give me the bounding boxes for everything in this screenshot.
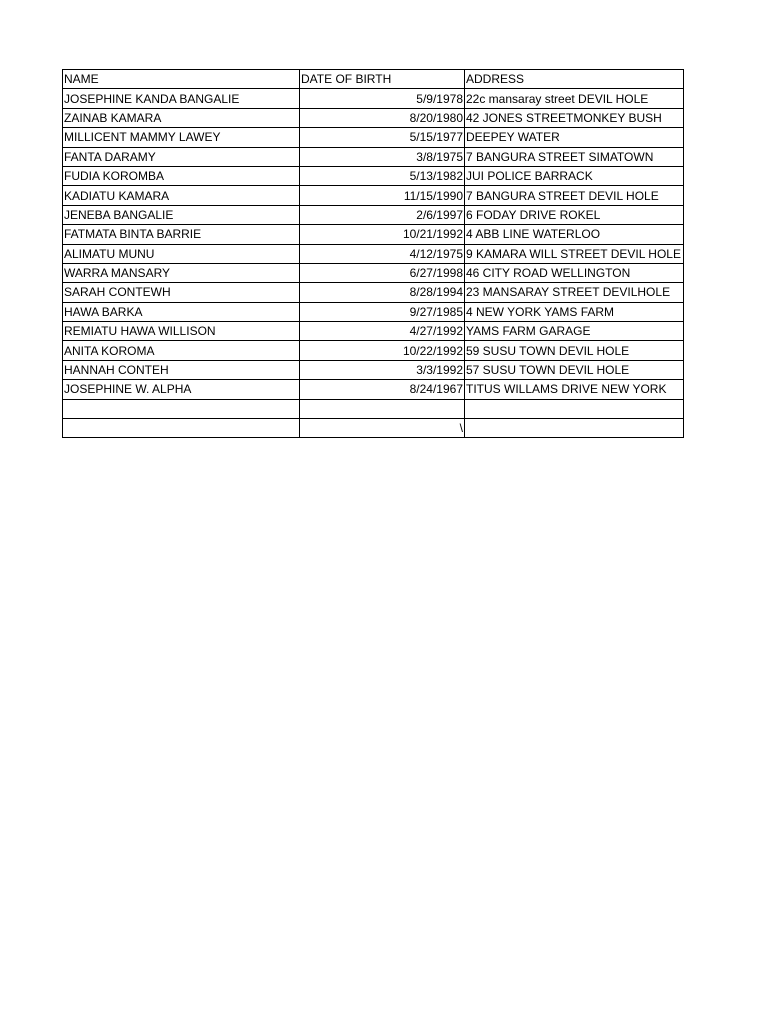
dob-cell[interactable]: 8/24/1967	[300, 380, 465, 399]
dob-cell[interactable]: 4/27/1992	[300, 322, 465, 341]
table-row	[63, 341, 684, 360]
table-row	[63, 263, 684, 282]
table-row	[63, 360, 684, 379]
dob-cell[interactable]: 5/13/1982	[300, 166, 465, 185]
column-header-name[interactable]: NAME	[63, 70, 300, 89]
dob-cell[interactable]: 3/8/1975	[300, 147, 465, 166]
table-row	[63, 380, 684, 399]
table-row	[63, 128, 684, 147]
dob-cell[interactable]: 4/12/1975	[300, 244, 465, 263]
address-cell[interactable]: 23 MANSARAY STREET DEVILHOLE	[465, 283, 684, 302]
table-row	[63, 147, 684, 166]
address-cell[interactable]: 4 ABB LINE WATERLOO	[465, 225, 684, 244]
table-row	[63, 166, 684, 185]
name-cell[interactable]	[63, 399, 300, 418]
name-cell[interactable]: FATMATA BINTA BARRIE	[63, 225, 300, 244]
address-cell[interactable]: 4 NEW YORK YAMS FARM	[465, 302, 684, 321]
records-table	[62, 69, 684, 438]
address-cell[interactable]: JUI POLICE BARRACK	[465, 166, 684, 185]
name-cell[interactable]: MILLICENT MAMMY LAWEY	[63, 128, 300, 147]
table-row	[63, 89, 684, 108]
address-cell[interactable]: 57 SUSU TOWN DEVIL HOLE	[465, 360, 684, 379]
dob-cell[interactable]: 8/20/1980	[300, 108, 465, 127]
name-cell[interactable]: REMIATU HAWA WILLISON	[63, 322, 300, 341]
table-row	[63, 108, 684, 127]
dob-cell[interactable]: 3/3/1992	[300, 360, 465, 379]
name-cell[interactable]: HAWA BARKA	[63, 302, 300, 321]
name-cell[interactable]: WARRA MANSARY	[63, 263, 300, 282]
dob-cell[interactable]: 8/28/1994	[300, 283, 465, 302]
name-cell[interactable]: HANNAH CONTEH	[63, 360, 300, 379]
address-cell[interactable]: 46 CITY ROAD WELLINGTON	[465, 263, 684, 282]
address-cell[interactable]: 6 FODAY DRIVE ROKEL	[465, 205, 684, 224]
name-cell[interactable]: JOSEPHINE KANDA BANGALIE	[63, 89, 300, 108]
dob-cell[interactable]	[300, 399, 465, 418]
dob-cell[interactable]: 11/15/1990	[300, 186, 465, 205]
name-cell[interactable]: ANITA KOROMA	[63, 341, 300, 360]
dob-cell[interactable]: 10/21/1992	[300, 225, 465, 244]
dob-cell[interactable]: 10/22/1992	[300, 341, 465, 360]
name-cell[interactable]: FUDIA KOROMBA	[63, 166, 300, 185]
dob-cell[interactable]: 2/6/1997	[300, 205, 465, 224]
address-cell[interactable]: 42 JONES STREETMONKEY BUSH	[465, 108, 684, 127]
name-cell[interactable]: JOSEPHINE W. ALPHA	[63, 380, 300, 399]
table-row	[63, 419, 684, 438]
name-cell[interactable]	[63, 419, 300, 438]
column-header-dob[interactable]: DATE OF BIRTH	[300, 70, 465, 89]
table-row	[63, 225, 684, 244]
name-cell[interactable]: JENEBA BANGALIE	[63, 205, 300, 224]
table-row	[63, 283, 684, 302]
name-cell[interactable]: SARAH CONTEWH	[63, 283, 300, 302]
dob-cell[interactable]: \	[300, 419, 465, 438]
table-row	[63, 302, 684, 321]
name-cell[interactable]: KADIATU KAMARA	[63, 186, 300, 205]
table-row	[63, 244, 684, 263]
dob-cell[interactable]: 6/27/1998	[300, 263, 465, 282]
address-cell[interactable]	[465, 399, 684, 418]
address-cell[interactable]: TITUS WILLAMS DRIVE NEW YORK	[465, 380, 684, 399]
address-cell[interactable]: 7 BANGURA STREET SIMATOWN	[465, 147, 684, 166]
address-cell[interactable]: 7 BANGURA STREET DEVIL HOLE	[465, 186, 684, 205]
table-row	[63, 205, 684, 224]
address-cell[interactable]: DEEPEY WATER	[465, 128, 684, 147]
dob-cell[interactable]: 5/15/1977	[300, 128, 465, 147]
address-cell[interactable]: YAMS FARM GARAGE	[465, 322, 684, 341]
address-cell[interactable]: 59 SUSU TOWN DEVIL HOLE	[465, 341, 684, 360]
column-header-address[interactable]: ADDRESS	[465, 70, 684, 89]
address-cell[interactable]	[465, 419, 684, 438]
dob-cell[interactable]: 5/9/1978	[300, 89, 465, 108]
table-row	[63, 186, 684, 205]
name-cell[interactable]: ZAINAB KAMARA	[63, 108, 300, 127]
dob-cell[interactable]: 9/27/1985	[300, 302, 465, 321]
table-row	[63, 322, 684, 341]
address-cell[interactable]: 9 KAMARA WILL STREET DEVIL HOLE	[465, 244, 684, 263]
name-cell[interactable]: FANTA DARAMY	[63, 147, 300, 166]
table-row	[63, 399, 684, 418]
name-cell[interactable]: ALIMATU MUNU	[63, 244, 300, 263]
address-cell[interactable]: 22c mansaray street DEVIL HOLE	[465, 89, 684, 108]
header-row	[63, 70, 684, 89]
